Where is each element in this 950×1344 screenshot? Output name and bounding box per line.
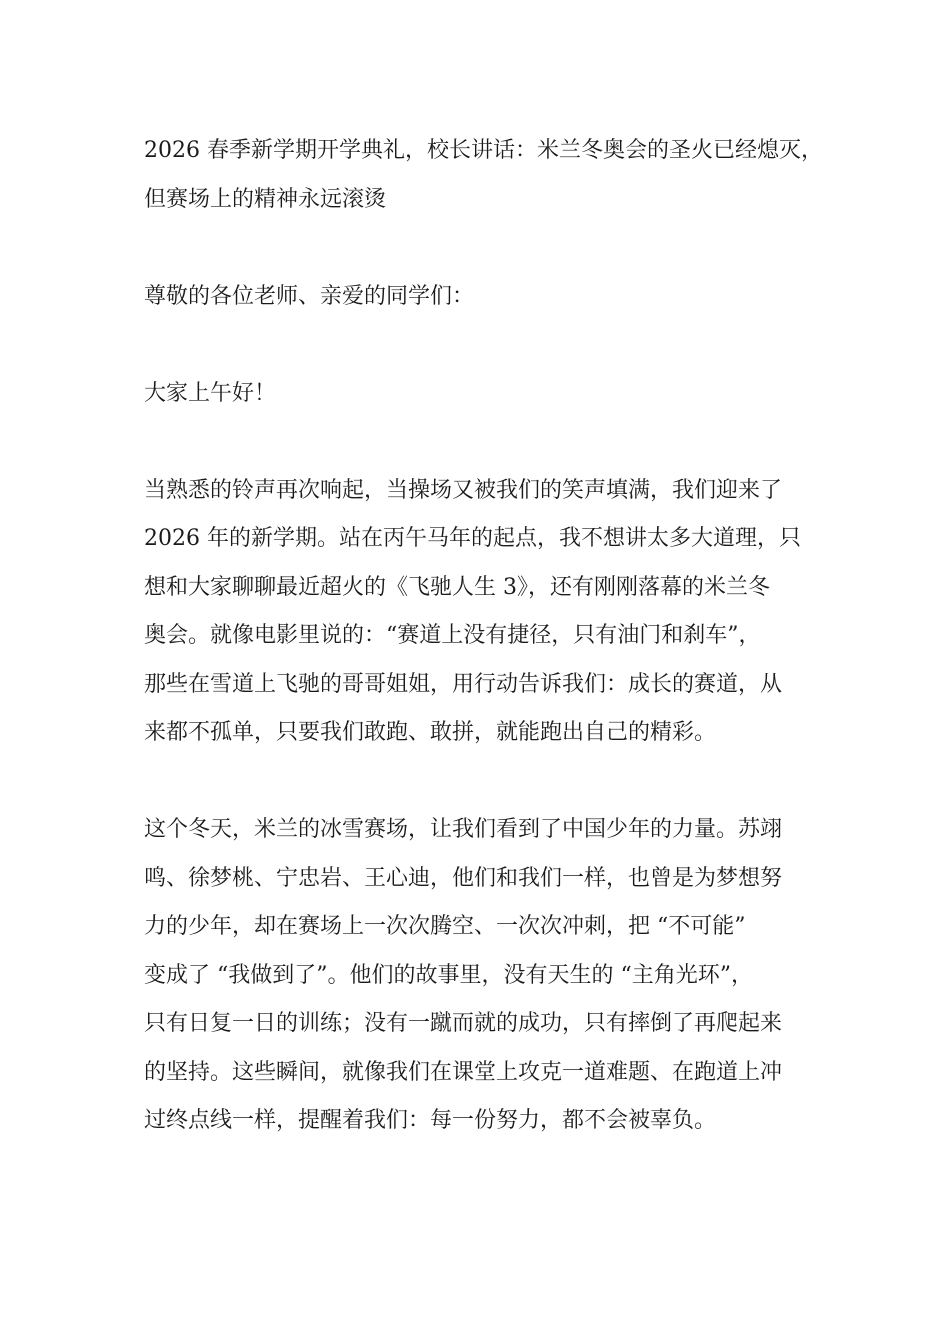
greeting: 大家上午好！ bbox=[144, 380, 277, 406]
paragraph-line: 鸣、徐梦桃、宁忠岩、王心迪，他们和我们一样，也曾是为梦想努 bbox=[144, 865, 783, 891]
paragraph-line: 奥会。就像电影里说的：“赛道上没有捷径，只有油门和刹车”， bbox=[144, 623, 761, 648]
paragraph-line: 这个冬天，米兰的冰雪赛场，让我们看到了中国少年的力量。苏翊 bbox=[144, 817, 783, 842]
paragraph-1 bbox=[144, 467, 814, 758]
paragraph-line: 力的少年，却在赛场上一次次腾空、一次次冲刺，把 “不可能” bbox=[144, 914, 746, 939]
title-line: 2026 春季新学期开学典礼，校长讲话：米兰冬奥会的圣火已经熄灭， bbox=[144, 138, 823, 163]
paragraph-line: 变成了 “我做到了”。他们的故事里，没有天生的 “主角光环”， bbox=[144, 962, 753, 988]
blank-line bbox=[144, 758, 814, 807]
paragraph-line: 来都不孤单，只要我们敢跑、敢拼，就能跑出自己的精彩。 bbox=[144, 720, 717, 745]
paragraph-line: 当熟悉的铃声再次响起，当操场又被我们的笑声填满，我们迎来了 bbox=[144, 477, 783, 503]
blank-line bbox=[144, 224, 814, 273]
document-title bbox=[144, 127, 823, 224]
blank-line bbox=[144, 418, 814, 467]
blank-line bbox=[144, 321, 814, 370]
paragraph-line: 想和大家聊聊最近超火的《飞驰人生 3》，还有刚刚落幕的米兰冬 bbox=[144, 574, 770, 600]
title-line: 但赛场上的精神永远滚烫 bbox=[144, 186, 387, 212]
paragraph-line: 那些在雪道上飞驰的哥哥姐姐，用行动告诉我们：成长的赛道，从 bbox=[144, 671, 783, 697]
paragraph-line: 只有日复一日的训练；没有一蹴而就的成功，只有摔倒了再爬起来 bbox=[144, 1011, 783, 1036]
paragraph-line: 的坚持。这些瞬间，就像我们在课堂上攻克一道难题、在跑道上冲 bbox=[144, 1059, 783, 1085]
salutation: 尊敬的各位老师、亲爱的同学们： bbox=[144, 283, 475, 309]
document-body bbox=[144, 127, 823, 1146]
paragraph-line: 过终点线一样，提醒着我们：每一份努力，都不会被辜负。 bbox=[144, 1108, 717, 1133]
paragraph-2 bbox=[144, 806, 814, 1146]
paragraph-line: 2026 年的新学期。站在丙午马年的起点，我不想讲太多大道理，只 bbox=[144, 526, 801, 551]
